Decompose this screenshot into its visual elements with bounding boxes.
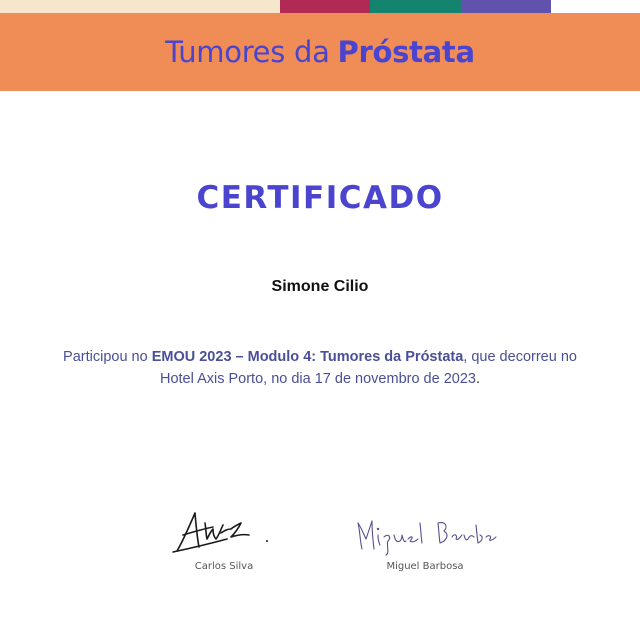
participation-statement [60,346,580,390]
statement-end: . [475,371,480,387]
stripe-teal [370,0,461,13]
stripe-crimson [280,0,370,13]
top-color-stripes [0,0,640,13]
stripe-cream [0,0,280,13]
banner-title-light: Tumores da [165,35,330,69]
statement-event: EMOU 2023 – Modulo 4: Tumores da Próstata [151,349,464,365]
banner-title [0,13,640,91]
stripe-purple [461,0,551,13]
stripe-white [551,0,640,13]
header-banner [0,13,640,91]
certificate-heading: CERTIFICADO [196,180,444,216]
signature-miguel-barbosa [350,505,500,557]
signature-carlos-silva [169,505,279,557]
signature-block-left [134,505,314,572]
recipient-name: Simone Cilio [271,278,369,295]
signatory-name: Carlos Silva [194,561,254,572]
signatory-name: Miguel Barbosa [386,561,464,572]
signature-block-right [335,505,515,572]
statement-prefix: Participou no [63,349,152,365]
banner-title-bold: Próstata [337,35,475,69]
statement-middle: , que decorreu no Hotel Axis Porto, no dia 17 de novembro de 2023 [159,349,577,387]
